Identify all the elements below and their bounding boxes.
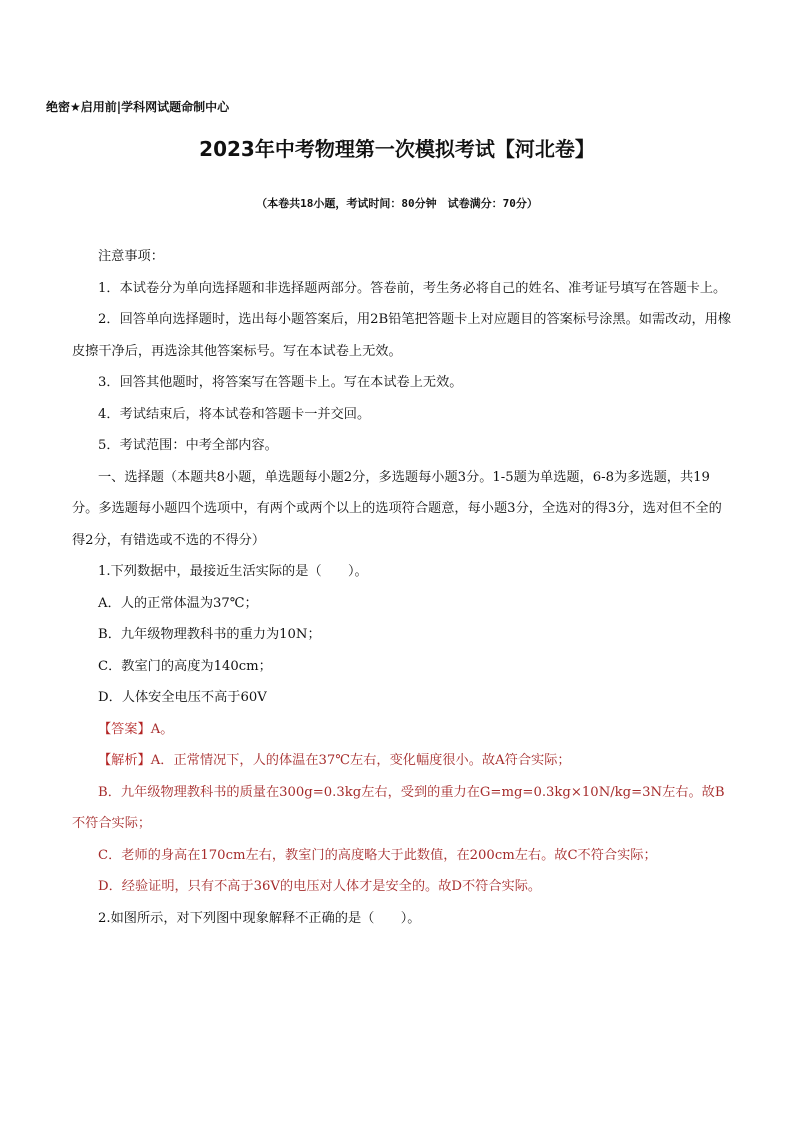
analysis-label: 【解析】 bbox=[98, 753, 151, 768]
note-item: 4．考试结束后，将本试卷和答题卡一并交回。 bbox=[98, 406, 371, 422]
analysis-line: B．九年级物理教科书的质量在300g=0.3kg左右，受到的重力在G=mg=0.3kg×10N/kg=3N左右。故B不符合实际； bbox=[72, 784, 725, 831]
notes-heading: 注意事项： bbox=[98, 249, 164, 264]
question-stem: 1.下列数据中，最接近生活实际的是（ ）。 bbox=[98, 564, 368, 579]
question-stem: 2.如图所示，对下列图中现象解释不正确的是（ ）。 bbox=[98, 910, 421, 926]
exam-body bbox=[72, 241, 734, 934]
note-item: 5．考试范围：中考全部内容。 bbox=[98, 438, 278, 453]
exam-info: （本卷共18小题，考试时间：80分钟 试卷满分：70分） bbox=[256, 197, 538, 210]
note-item: 3．回答其他题时，将答案写在答题卡上。写在本试卷上无效。 bbox=[98, 375, 463, 390]
analysis-line: D．经验证明，只有不高于36V的电压对人体才是安全的。故D不符合实际。 bbox=[98, 879, 542, 894]
note-item: 2．回答单向选择题时，选出每小题答案后，用2B铅笔把答题卡上对应题目的答案标号涂黑。如需改动，用橡皮擦干净后，再选涂其他答案标号。写在本试卷上无效。 bbox=[72, 312, 732, 359]
answer-label: 【答案】 bbox=[98, 721, 151, 737]
confidential-mark: 绝密★启用前|学科网试题命制中心 bbox=[46, 100, 230, 114]
option-a: A．人的正常体温为37℃； bbox=[98, 595, 258, 611]
answer-value: A。 bbox=[150, 721, 174, 737]
analysis-text: A．正常情况下，人的体温在37℃左右，变化幅度很小。故A符合实际； bbox=[150, 753, 571, 768]
analysis-line: C．老师的身高在170cm左右，教室门的高度略大于此数值，在200cm左右。故C不符合实际； bbox=[98, 847, 657, 863]
note-item: 1．本试卷分为单向选择题和非选择题两部分。答卷前，考生务必将自己的姓名、准考证号填写在答题卡上。 bbox=[98, 280, 727, 296]
option-c: C．教室门的高度为140cm； bbox=[98, 658, 272, 674]
option-b: B．九年级物理教科书的重力为10N； bbox=[98, 627, 321, 642]
answer-line bbox=[72, 714, 734, 746]
analysis-line bbox=[72, 745, 734, 777]
page-title: 2023年中考物理第一次模拟考试【河北卷】 bbox=[199, 137, 595, 161]
section-intro: 一、选择题（本题共8小题，单选题每小题2分，多选题每小题3分。1-5题为单选题，6-8为多选题，共19分。多选题每小题四个选项中，有两个或两个以上的选项符合题意，每小题3分，全选对的得3分，选对但不全的得2分，有错选或不选的不得分） bbox=[72, 469, 722, 548]
option-d: D．人体安全电压不高于60V bbox=[98, 690, 267, 705]
